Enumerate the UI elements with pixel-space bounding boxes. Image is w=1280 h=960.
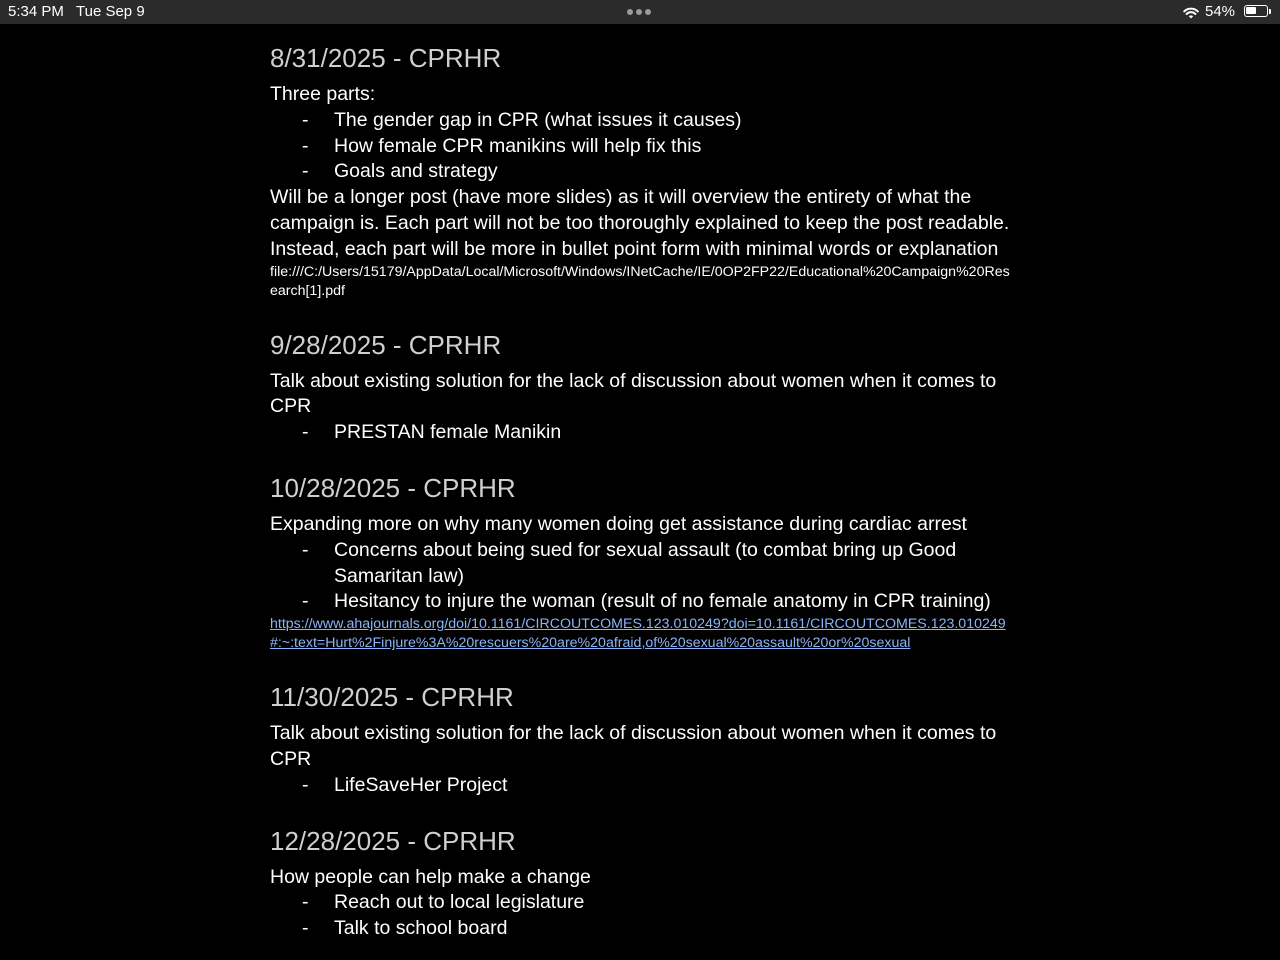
- multitasking-dots-icon[interactable]: [627, 9, 651, 15]
- entry-intro: Three parts:: [270, 83, 376, 105]
- bullet-list: [270, 420, 1010, 446]
- entry-heading: 12/28/2025 - CPRHR: [270, 825, 516, 856]
- list-item: - How female CPR manikins will help fix this: [302, 134, 702, 157]
- bullet-list: [270, 773, 1010, 799]
- list-item: - Hesitancy to injure the woman (result of no female anatomy in CPR training): [302, 590, 991, 613]
- status-bar: [0, 0, 1280, 24]
- entry-body: Will be a longer post (have more slides) as it will overview the entirety of what the campaign is. Each part will not be too thoroughly explained to keep the post readable. Instead, each part will be more in bullet point form with minimal words or explanation: [270, 186, 1010, 260]
- battery-icon: [1244, 5, 1268, 17]
- battery-tip: [1269, 9, 1271, 14]
- entry-intro: How people can help make a change: [270, 865, 591, 888]
- entry-11-30-2025: [270, 653, 1010, 798]
- document-body[interactable]: [270, 24, 1010, 960]
- entry-heading: 10/28/2025 - CPRHR: [270, 472, 516, 503]
- entry-heading: 11/30/2025 - CPRHR: [270, 682, 514, 713]
- list-item: - Reach out to local legislature: [302, 891, 585, 914]
- entry-intro: Talk about existing solution for the lack of discussion about women when it comes to CPR: [270, 369, 997, 418]
- status-time: 5:34 PM: [8, 3, 64, 20]
- entry-intro: Talk about existing solution for the lack of discussion about women when it comes to CPR: [270, 722, 997, 770]
- entry-9-28-2025: [270, 301, 1010, 446]
- entry-heading: 9/28/2025 - CPRHR: [270, 329, 502, 360]
- wifi-icon: [1182, 4, 1200, 20]
- reference-link[interactable]: https://www.ahajournals.org/doi/10.1161/CIRCOUTCOMES.123.010249?doi=10.1161/CIRCOUTCOMES.123.010249#:~:text=Hurt%2Finjure%3A%20rescuers%20are%20afraid,of%20sexual%20assault%20or%20sexual: [270, 616, 1006, 652]
- battery-percent: 54%: [1205, 3, 1236, 20]
- bullet-list: [270, 890, 1010, 942]
- file-link[interactable]: file:///C:/Users/15179/AppData/Local/Microsoft/Windows/INetCache/IE/0OP2FP22/Educational%20Campaign%20Research[1].pdf: [270, 263, 1010, 299]
- bullet-list: [270, 538, 1010, 615]
- entry-10-28-2025: [270, 446, 1010, 653]
- status-date: Tue Sep 9: [76, 3, 145, 20]
- entry-intro: Expanding more on why many women doing get assistance during cardiac arrest: [270, 512, 967, 535]
- bullet-list: [270, 108, 1010, 185]
- list-item: - Concerns about being sued for sexual assault (to combat bring up Good Samaritan law): [302, 538, 957, 587]
- list-item: - Goals and strategy: [302, 160, 498, 183]
- battery-level-fill: [1246, 7, 1256, 14]
- entry-12-28-2025: [270, 799, 1010, 942]
- list-item: - PRESTAN female Manikin: [302, 421, 562, 444]
- list-item: - The gender gap in CPR (what issues it causes): [302, 108, 742, 131]
- entry-heading: 8/31/2025 - CPRHR: [270, 43, 502, 73]
- list-item: - LifeSaveHer Project: [302, 773, 508, 796]
- entry-8-31-2025: [270, 24, 1010, 301]
- list-item: - Talk to school board: [302, 917, 508, 940]
